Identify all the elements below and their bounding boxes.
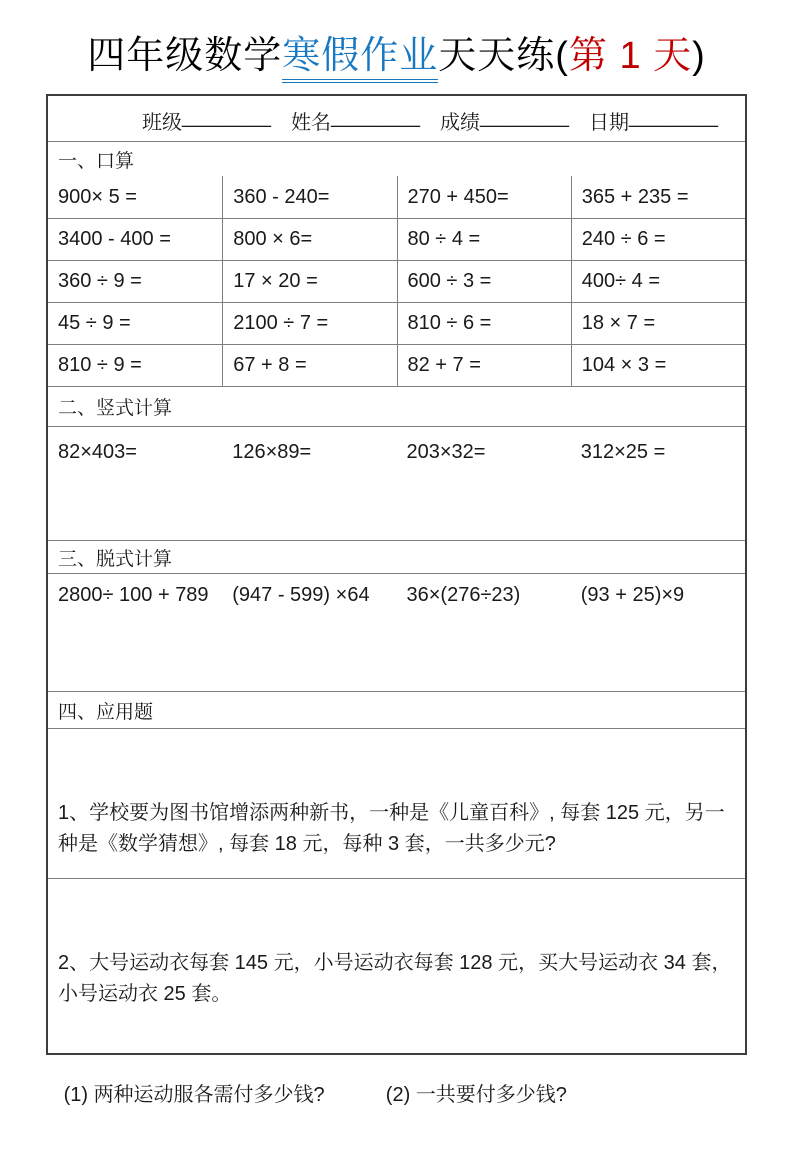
score-blank: ________ [479, 106, 569, 128]
word-problem-1 [48, 728, 745, 878]
score-label: 成绩 [439, 112, 480, 134]
vertical-problem: 312×25 = [580, 441, 666, 463]
oral-problem-cell: 270 + 450= [397, 176, 571, 218]
stepwise-problem: 2800÷ 100 + 789 [58, 584, 209, 606]
oral-grid-row [48, 176, 745, 218]
word-problem-2-text: 2、大号运动衣每套 145 元，小号运动衣每套 128 元，买大号运动衣 34 套，小号运动衣 25 套。 [58, 952, 732, 1005]
vertical-problem: 82×403= [58, 441, 137, 463]
oral-problem-cell: 17 × 20 = [222, 261, 396, 302]
date-blank: ________ [628, 106, 718, 128]
oral-problem-cell: 900× 5 = [58, 185, 137, 208]
oral-problem-cell: 240 ÷ 6 = [571, 219, 745, 260]
oral-problem-cell: 400÷ 4 = [571, 261, 745, 302]
class-field [142, 106, 271, 135]
word-problem-1-text: 1、学校要为图书馆增添两种新书，一种是《儿童百科》, 每套 125 元，另一种是《数学猜想》, 每套 18 元，每种 3 套，一共多少元? [58, 802, 725, 855]
stepwise-problem: (93 + 25)×9 [580, 584, 685, 606]
section-oral-label: 一、口算 [58, 150, 135, 172]
oral-problem-cell: 810 ÷ 6 = [397, 303, 571, 344]
oral-problem-cell: 18 × 7 = [571, 303, 745, 344]
oral-grid-row [48, 344, 745, 386]
section-vertical-title [48, 386, 745, 426]
title-day: 第 1 天 [568, 35, 693, 77]
oral-problem-cell: 45 ÷ 9 = [58, 312, 131, 334]
name-blank: ________ [330, 106, 420, 128]
title-prefix: 四年级数学 [87, 35, 283, 77]
oral-problem-cell: 360 ÷ 9 = [58, 270, 142, 292]
score-field [440, 106, 569, 135]
oral-grid-row [48, 260, 745, 302]
stepwise-problem: 36×(276÷23) [406, 584, 521, 606]
word-problem-2-subquestions: (1) 两种运动服各需付多少钱? (2) 一共要付多少钱? [58, 1084, 567, 1106]
oral-problem-cell: 67 + 8 = [222, 345, 396, 386]
class-blank: ________ [182, 106, 271, 128]
page-title [0, 24, 793, 79]
name-label: 姓名 [290, 112, 331, 134]
oral-problem-cell: 104 × 3 = [571, 345, 745, 386]
date-field [589, 106, 718, 135]
title-highlight: 寒假作业 [282, 35, 438, 83]
section-oral-title [48, 141, 745, 176]
oral-problem-cell: 800 × 6= [222, 219, 396, 260]
oral-grid-row [48, 302, 745, 344]
oral-grid [48, 176, 745, 386]
title-suffix: ) [692, 35, 706, 77]
worksheet-table [46, 94, 747, 1106]
word-problem-2 [48, 878, 745, 1106]
oral-problem-cell: 810 ÷ 9 = [58, 354, 142, 376]
section-word-label: 四、应用题 [58, 701, 154, 723]
name-field [291, 106, 420, 135]
stepwise-problems-row [48, 573, 745, 691]
section-word-title [48, 691, 745, 728]
section-stepwise-label: 三、脱式计算 [58, 548, 173, 570]
section-vertical-label: 二、竖式计算 [58, 398, 173, 419]
vertical-problem: 203×32= [406, 441, 486, 463]
student-info-row [48, 96, 745, 141]
class-label: 班级 [142, 112, 182, 134]
oral-problem-cell: 3400 - 400 = [58, 228, 171, 250]
oral-problem-cell: 360 - 240= [222, 176, 396, 218]
oral-problem-cell: 80 ÷ 4 = [397, 219, 571, 260]
oral-problem-cell: 2100 ÷ 7 = [222, 303, 396, 344]
date-label: 日期 [588, 112, 629, 134]
vertical-problem: 126×89= [232, 441, 312, 463]
section-stepwise-title [48, 540, 745, 573]
title-middle: 天天练( [438, 35, 569, 77]
oral-problem-cell: 365 + 235 = [571, 176, 745, 218]
oral-grid-row [48, 218, 745, 260]
vertical-problems-row [48, 426, 745, 540]
oral-problem-cell: 82 + 7 = [397, 345, 571, 386]
stepwise-problem: (947 - 599) ×64 [232, 584, 370, 606]
oral-problem-cell: 600 ÷ 3 = [397, 261, 571, 302]
